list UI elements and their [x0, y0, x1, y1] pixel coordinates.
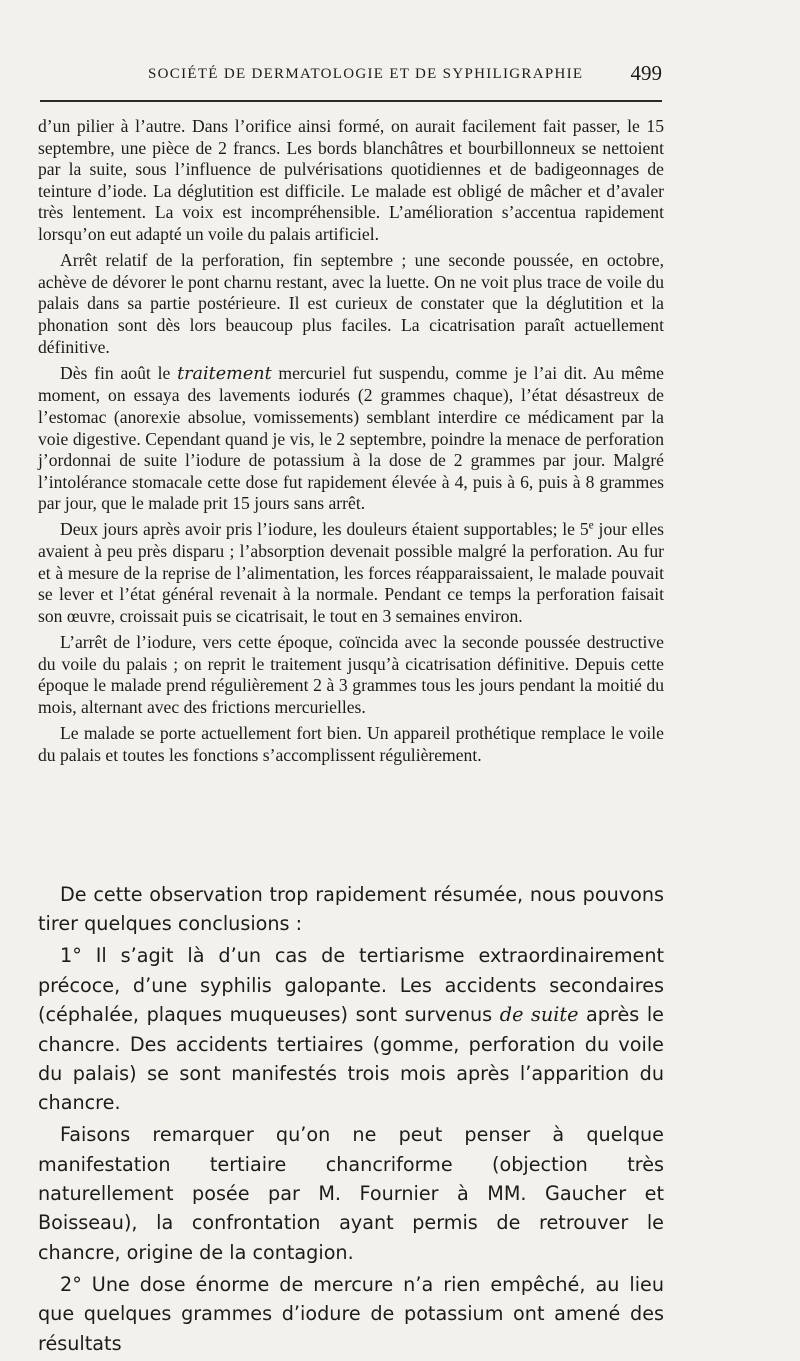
superscript: e: [588, 520, 594, 533]
paragraph: [38, 723, 664, 766]
text-run: jour elles avaient à peu près disparu ; l’absorption devenait possible malgré la perforation. Au fur et à mesure de la reprise de l’alimentation, les forces réapparaissaient, le malade pouvait se lever et l’état général revenait à la normale. Pendant ce temps la perforation faisait son œuvre, croissait puis se cicatrisait, le tout en 3 semaines environ.: [38, 519, 664, 626]
text-run: Faisons remarquer qu’on ne peut penser à quelque manifestation tertiaire chancriforme (objection très naturellement posée par M. Fournier à MM. Gaucher et Boisseau), la confrontation ayant permis de retrouver le chancre, origine de la contagion.: [38, 1123, 664, 1264]
paragraph: [38, 363, 664, 515]
paragraph: [38, 250, 664, 358]
italic-text: traitement: [177, 363, 272, 384]
text-run: De cette observation trop rapidement résumée, nous pouvons tirer quelques conclusions :: [38, 883, 664, 936]
running-header: [38, 60, 662, 94]
case-report-body: [38, 116, 664, 771]
paragraph: [38, 116, 664, 246]
text-run: après le chancre. Des accidents tertiaires (gomme, perforation du voile du palais) se sont manifestés trois mois après l’apparition du chancre.: [38, 1003, 664, 1115]
text-run: Le malade se porte actuellement fort bien. Un appareil prothétique remplace le voile du palais et toutes les fonctions s’accomplissent régulièrement.: [38, 723, 664, 765]
text-run: 2° Une dose énorme de mercure n’a rien empêché, au lieu que quelques grammes d’iodure de potassium ont amené des résultats: [38, 1272, 664, 1355]
text-run: mercuriel fut suspendu, comme je l’ai dit. Au même moment, on essaya des lavements iodurés (2 grammes chaque), l’état désastreux de l’estomac (anorexie absolue, vomissements) semblant interdire ce médicament par la voie digestive. Cependant quand je vis, le 2 septembre, poindre la menace de perforation j’ordonnai de suite l’iodure de potassium à la dose de 2 grammes par jour. Malgré l’intolérance stomacale cette dose fut rapidement élevée à 4, puis à 6, puis à 8 grammes par jour, que le malade prit 15 jours sans arrêt.: [38, 362, 664, 514]
paragraph: [38, 632, 664, 718]
paragraph: [38, 1120, 664, 1267]
page-number: 499: [630, 61, 662, 85]
text-run: 1° Il s’agit là d’un cas de tertiarisme extraordinairement précoce, d’une syphilis galopante. Les accidents secondaires (céphalée, plaques muqueuses) sont survenus: [38, 944, 664, 1027]
paragraph: [38, 880, 664, 939]
paragraph: [38, 941, 664, 1117]
text-run: Dès fin août le: [60, 362, 178, 383]
conclusions-body: [38, 880, 664, 1361]
text-run: Deux jours après avoir pris l’iodure, les douleurs étaient supportables; le 5: [60, 519, 589, 540]
paragraph: [38, 1270, 664, 1358]
paragraph: [38, 519, 664, 627]
text-run: d’un pilier à l’autre. Dans l’orifice ainsi formé, on aurait facilement fait passer, le 15 septembre, une pièce de 2 francs. Les bords blanchâtres et bourbillonneux se nettoient par la suite, sous l’influence de pulvérisations quotidiennes et de badigeonnages de teinture d’iode. La déglutition est difficile. Le malade est obligé de mâcher et d’avaler très lentement. La voix est incompréhensible. L’amélioration s’accentua rapidement lorsqu’on eut adapté un voile du palais artificiel.: [38, 116, 664, 244]
text-run: L’arrêt de l’iodure, vers cette époque, coïncida avec la seconde poussée destructive du voile du palais ; on reprit le traitement jusqu’à cicatrisation définitive. Depuis cette époque le malade prend régulièrement 2 à 3 grammes tous les jours pendant la moitié du mois, alternant avec des frictions mercurielles.: [38, 632, 664, 717]
running-title: SOCIÉTÉ DE DERMATOLOGIE ET DE SYPHILIGRAPHIE: [148, 66, 584, 82]
italic-text: de suite: [499, 1003, 579, 1027]
header-rule: [40, 100, 662, 102]
text-run: Arrêt relatif de la perforation, fin septembre ; une seconde poussée, en octobre, achève de dévorer le pont charnu restant, avec la luette. On ne voit plus trace de voile du palais dans sa partie postérieure. Il est curieux de constater que la déglutition et la phonation sont dès lors beaucoup plus faciles. La cicatrisation paraît actuellement définitive.: [38, 250, 664, 357]
